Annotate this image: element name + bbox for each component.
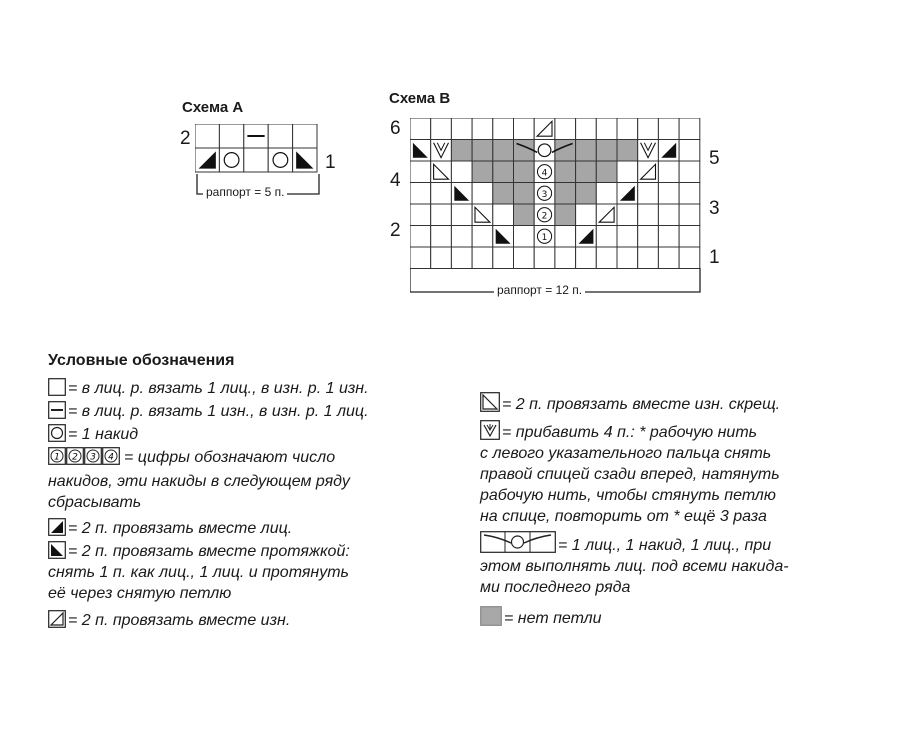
empty-cell: [493, 118, 514, 140]
empty-cell: [638, 226, 659, 248]
empty-cell: [472, 118, 493, 140]
p2tog-tbl-symbol-icon: [480, 392, 500, 412]
legend-increase-line-1: с левого указательного пальца снять: [480, 445, 772, 462]
svg-text:4: 4: [541, 168, 548, 179]
scheme-b-row-label-5: 5: [709, 148, 720, 169]
scheme-b-row-label-1: 1: [709, 247, 720, 268]
legend-ssk-line-2: её через снятую петлю: [48, 585, 232, 602]
k2tog-cell: [576, 226, 597, 248]
scheme-b-row-label-2: 2: [390, 220, 401, 241]
scheme-a-cells: [195, 124, 317, 172]
legend-item-yarn-over: [48, 424, 448, 447]
empty-cell: [493, 204, 514, 226]
no-stitch-cell: [576, 140, 597, 162]
numbered-yo-3-icon: [84, 447, 102, 465]
ssk-cell: [293, 148, 317, 172]
empty-cell: [219, 124, 243, 148]
empty-cell: [617, 204, 638, 226]
empty-cell: [638, 183, 659, 205]
no-stitch-cell: [555, 204, 576, 226]
scheme-b-row-label-3: 3: [709, 198, 720, 219]
no-stitch-cell: [493, 140, 514, 162]
legend-ssk-line-1: снять 1 п. как лиц., 1 лиц. и протянуть: [48, 564, 349, 581]
empty-cell: [244, 148, 268, 172]
yarn-over-cell: [268, 148, 292, 172]
legend-ssk-text: = 2 п. провязать вместе протяжкой:: [68, 543, 350, 560]
p2tog-symbol-icon: [48, 610, 66, 628]
empty-cell: [638, 204, 659, 226]
scheme-a-title: Схема A: [182, 99, 244, 116]
empty-cell: [679, 118, 700, 140]
legend-increase-text: = прибавить 4 п.: * рабочую нить: [502, 424, 758, 441]
empty-cell: [576, 118, 597, 140]
legend-k-yo-k-text: = 1 лиц., 1 накид, 1 лиц., при: [558, 537, 772, 554]
k2tog-cell: [195, 148, 219, 172]
empty-cell: [514, 118, 535, 140]
ssk-cell: [493, 226, 514, 248]
numbered-yo-4-icon: [102, 447, 120, 465]
empty-cell: [555, 118, 576, 140]
scheme-a-row-label-2: 2: [180, 128, 191, 149]
empty-cell: [596, 247, 617, 269]
legend-increase-line-4: на спице, повторить от * ещё 3 раза: [480, 508, 767, 525]
scheme-a-row-label-1: 1: [325, 152, 336, 173]
legend-k2tog-text: = 2 п. провязать вместе лиц.: [68, 520, 293, 537]
empty-cell: [576, 204, 597, 226]
legend-knit-text: = в лиц. р. вязать 1 лиц., в изн. р. 1 изн.: [68, 380, 369, 397]
empty-cell: [410, 226, 431, 248]
empty-cell: [617, 118, 638, 140]
numbered-yo-2-icon: [66, 447, 84, 465]
empty-cell: [431, 204, 452, 226]
empty-cell: [195, 124, 219, 148]
empty-cell: [658, 247, 679, 269]
no-stitch-cell: [514, 140, 535, 162]
no-stitch-cell: [493, 161, 514, 183]
scheme-b-title: Схема B: [389, 90, 451, 107]
legend-p2tog-tbl-text: = 2 п. провязать вместе изн. скрещ.: [502, 396, 781, 413]
no-stitch-cell: [555, 183, 576, 205]
p2tog-cell: [596, 204, 617, 226]
k2tog-cell: [617, 183, 638, 205]
empty-cell: [451, 204, 472, 226]
yarn-over-symbol-icon: [48, 424, 66, 442]
empty-cell: [451, 226, 472, 248]
empty-cell: [658, 118, 679, 140]
scheme-a-repeat-label: раппорт = 5 п.: [203, 185, 287, 199]
legend-item-purl: [48, 401, 448, 424]
increase-cell: [638, 140, 659, 162]
svg-text:2: 2: [541, 211, 548, 222]
no-stitch-cell: [472, 140, 493, 162]
k2tog-symbol-icon: [48, 518, 66, 536]
yo-3-cell: [534, 183, 555, 205]
no-stitch-cell: [514, 183, 535, 205]
legend-yarn-over-text: = 1 накид: [68, 426, 139, 443]
empty-cell: [638, 118, 659, 140]
k-yo-k-symbol-icon: [480, 531, 556, 553]
k2tog-cell: [658, 140, 679, 162]
empty-cell: [658, 183, 679, 205]
legend-item-p2tog-tbl: [480, 392, 880, 416]
legend-k-yo-k-line-1: этом выполнять лиц. под всеми накида-: [480, 558, 789, 575]
p2tog-cell: [638, 161, 659, 183]
p2tog-tbl-cell: [431, 161, 452, 183]
empty-cell: [451, 118, 472, 140]
empty-cell: [431, 226, 452, 248]
numbered-yo-2-label: 2: [72, 452, 78, 463]
no-stitch-cell: [514, 204, 535, 226]
legend-right-column: [480, 392, 880, 630]
no-stitch-cell: [596, 140, 617, 162]
empty-cell: [658, 161, 679, 183]
no-stitch-cell: [493, 183, 514, 205]
legend-left-column: [48, 378, 448, 633]
empty-cell: [617, 247, 638, 269]
empty-cell: [493, 247, 514, 269]
empty-cell: [679, 140, 700, 162]
no-stitch-cell: [472, 161, 493, 183]
numbered-yo-3-label: 3: [90, 452, 96, 463]
empty-cell: [410, 204, 431, 226]
no-stitch-cell: [576, 161, 597, 183]
numbered-yo-1-label: 1: [54, 452, 60, 463]
legend-numbered-text: = цифры обозначают число: [124, 449, 336, 466]
no-stitch-cell: [555, 140, 576, 162]
empty-cell: [451, 161, 472, 183]
yo-2-cell: [534, 204, 555, 226]
empty-cell: [555, 247, 576, 269]
empty-cell: [576, 247, 597, 269]
empty-cell: [658, 204, 679, 226]
numbered-yo-1-icon: [48, 447, 66, 465]
empty-cell: [679, 247, 700, 269]
empty-cell: [410, 161, 431, 183]
numbered-yo-4-label: 4: [108, 452, 114, 463]
legend-p2tog-text: = 2 п. провязать вместе изн.: [68, 612, 291, 629]
yarn-over-cell: [534, 140, 555, 162]
empty-cell: [679, 226, 700, 248]
legend-increase-line-2: правой спицей сзади вперед, натянуть: [480, 466, 780, 483]
svg-text:3: 3: [541, 189, 548, 200]
purl-symbol-icon: [48, 401, 66, 419]
empty-cell: [596, 118, 617, 140]
legend-item-numbered: [48, 447, 448, 513]
p2tog-tbl-cell: [472, 204, 493, 226]
empty-cell: [293, 124, 317, 148]
empty-cell: [410, 183, 431, 205]
empty-cell: [268, 124, 292, 148]
numbered-yo-symbols: [48, 447, 120, 471]
ssk-cell: [410, 140, 431, 162]
legend-item-k-yo-k: [480, 531, 880, 598]
empty-cell: [638, 247, 659, 269]
legend-item-knit: [48, 378, 448, 401]
yarn-over-cell: [219, 148, 243, 172]
increase-4-symbol-icon: [480, 420, 500, 440]
p2tog-cell: [534, 118, 555, 140]
empty-cell: [596, 226, 617, 248]
increase-cell: [431, 140, 452, 162]
svg-text:1: 1: [541, 232, 548, 243]
no-stitch-cell: [596, 161, 617, 183]
empty-cell: [431, 183, 452, 205]
ssk-cell: [451, 183, 472, 205]
scheme-b-row-label-4: 4: [390, 170, 401, 191]
empty-cell: [596, 183, 617, 205]
legend-k-yo-k-line-2: ми последнего ряда: [480, 579, 631, 596]
empty-cell: [410, 247, 431, 269]
legend-numbered-line-1: накидов, эти накиды в следующем ряду: [48, 473, 350, 490]
legend-item-ssk: [48, 541, 448, 604]
yo-1-cell: [534, 226, 555, 248]
empty-cell: [514, 247, 535, 269]
purl-cell: [244, 124, 268, 148]
empty-cell: [617, 226, 638, 248]
empty-cell: [534, 247, 555, 269]
legend-numbered-line-2: сбрасывать: [48, 494, 142, 511]
empty-cell: [679, 161, 700, 183]
no-stitch-cell: [514, 161, 535, 183]
ssk-symbol-icon: [48, 541, 66, 559]
no-stitch-cell: [451, 140, 472, 162]
knit-symbol-icon: [48, 378, 66, 396]
no-stitch-cell: [576, 183, 597, 205]
empty-cell: [555, 226, 576, 248]
scheme-b-grid: [410, 118, 710, 302]
no-stitch-cell: [555, 161, 576, 183]
empty-cell: [431, 118, 452, 140]
legend-heading: Условные обозначения: [48, 352, 235, 369]
no-stitch-symbol-icon: [480, 606, 502, 626]
legend-item-no-stitch: [480, 606, 880, 630]
legend-no-stitch-text: = нет петли: [504, 610, 602, 627]
empty-cell: [431, 247, 452, 269]
empty-cell: [514, 226, 535, 248]
scheme-b-row-label-6: 6: [390, 118, 401, 139]
empty-cell: [658, 226, 679, 248]
legend-increase-line-3: рабочую нить, чтобы стянуть петлю: [480, 487, 776, 504]
scheme-b-repeat-label: раппорт = 12 п.: [494, 283, 585, 297]
legend-item-p2tog: [48, 610, 448, 633]
yo-4-cell: [534, 161, 555, 183]
empty-cell: [679, 183, 700, 205]
empty-cell: [617, 161, 638, 183]
scheme-b-cells: [410, 118, 700, 269]
empty-cell: [472, 183, 493, 205]
empty-cell: [679, 204, 700, 226]
empty-cell: [451, 247, 472, 269]
no-stitch-cell: [617, 140, 638, 162]
legend-purl-text: = в лиц. р. вязать 1 изн., в изн. р. 1 лиц.: [68, 403, 369, 420]
legend-item-k2tog: [48, 518, 448, 541]
empty-cell: [410, 118, 431, 140]
legend-item-increase: [480, 420, 880, 527]
empty-cell: [472, 247, 493, 269]
empty-cell: [472, 226, 493, 248]
